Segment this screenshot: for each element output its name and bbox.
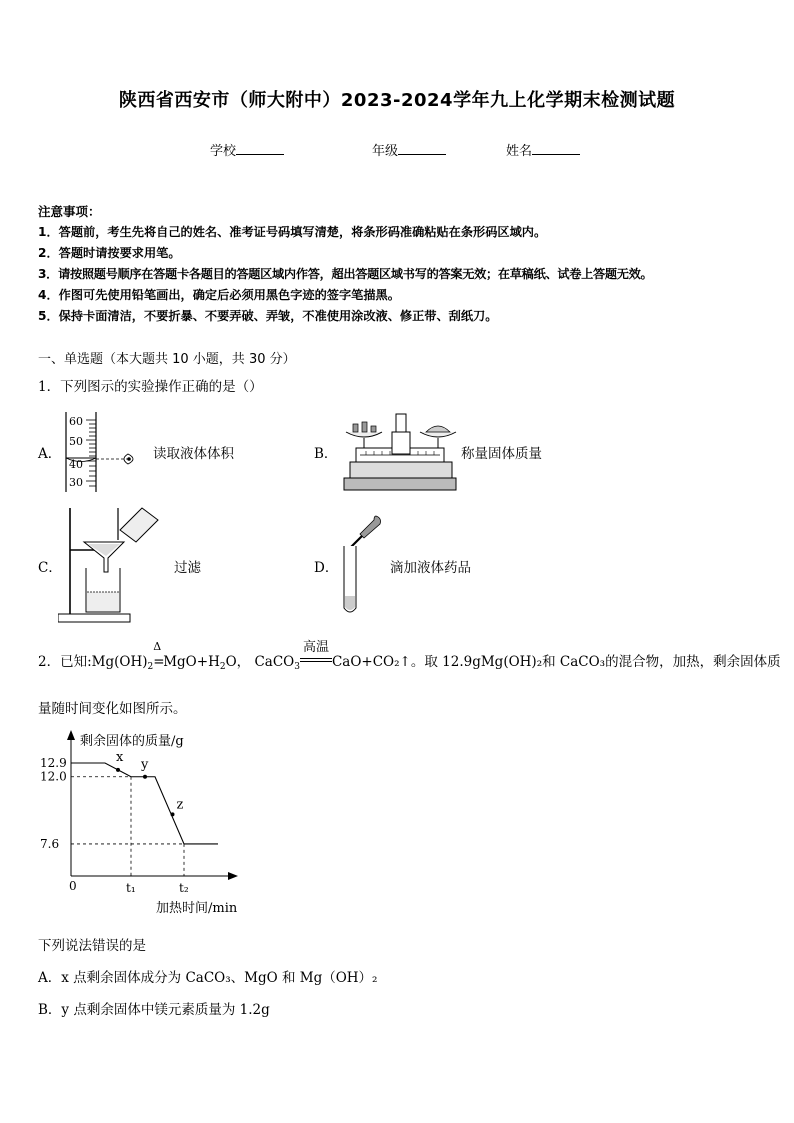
school-label: 学校 bbox=[210, 144, 237, 159]
point-marker-x bbox=[116, 768, 120, 772]
x-axis-label: 加热时间/min bbox=[156, 901, 238, 916]
grade-blank[interactable] bbox=[398, 142, 446, 155]
point-marker-z bbox=[171, 812, 175, 816]
reaction-1: $Mg(OH)_2$ Δ $=MgO+H_2O$， bbox=[91, 640, 251, 672]
notes-heading: 注意事项： bbox=[38, 204, 101, 219]
note-item: 3．请按照题号顺序在答题卡各题目的答题区域内作答，超出答题区域书写的答案无效；在草稿纸、试卷上答题无效。 bbox=[38, 267, 653, 281]
q2-option-a[interactable]: A．x 点剩余固体成分为 CaCO₃、MgO 和 Mg（OH）₂ bbox=[38, 970, 378, 986]
q1-option-c-caption: 过滤 bbox=[174, 560, 201, 576]
point-label-z: z bbox=[176, 797, 184, 813]
grade-label: 年级 bbox=[372, 144, 399, 159]
school-blank[interactable] bbox=[236, 142, 284, 155]
graduated-cylinder-illustration bbox=[58, 410, 153, 495]
x-tick-label: t₂ bbox=[179, 881, 189, 895]
note-item: 5．保持卡面清洁，不要折暴、不要弄破、弄皱，不准使用涂改液、修正带、刮纸刀。 bbox=[38, 309, 498, 323]
q1-stem: 1．下列图示的实验操作正确的是（） bbox=[38, 379, 263, 395]
q2-stem-line2: 量随时间变化如图所示。 bbox=[38, 701, 187, 717]
cylinder-scale-60: 60 bbox=[69, 415, 83, 428]
q1-option-a-caption: 读取液体体积 bbox=[153, 446, 234, 462]
cylinder-scale-30: 30 bbox=[69, 476, 83, 489]
name-label: 姓名 bbox=[506, 144, 533, 159]
balance-scale-illustration bbox=[342, 410, 458, 494]
x-tick-label: t₁ bbox=[126, 881, 136, 895]
filtration-illustration bbox=[58, 500, 168, 624]
grade-field[interactable] bbox=[372, 140, 446, 159]
note-item: 1．答题前，考生先将自己的姓名、准考证号码填写清楚，将条形码准确粘贴在条形码区域内。 bbox=[38, 225, 547, 239]
q1-option-a-letter: A． bbox=[38, 446, 62, 462]
q2-stem bbox=[38, 640, 781, 672]
q1-option-d-caption: 滴加液体药品 bbox=[390, 560, 471, 576]
dropper-illustration bbox=[336, 512, 386, 616]
y-tick-label: 12.9 bbox=[40, 756, 67, 770]
q2-question: 下列说法错误的是 bbox=[38, 938, 146, 954]
x-axis-arrow bbox=[228, 872, 238, 880]
y-axis-label: 剩余固体的质量/g bbox=[80, 734, 184, 749]
point-label-x: x bbox=[116, 749, 124, 765]
reaction-2: CaCO$_3$ 高温 CaO+CO₂↑。 bbox=[254, 640, 425, 672]
cylinder-scale-40: 40 bbox=[69, 458, 83, 471]
point-label-y: y bbox=[141, 757, 149, 773]
q1-option-b-letter: B． bbox=[314, 446, 338, 462]
q2-stem-rest: 取 12.9gMg(OH)₂和 CaCO₃的混合物，加热，剩余固体质 bbox=[424, 654, 781, 670]
y-tick-label: 12.0 bbox=[40, 769, 67, 784]
school-field[interactable] bbox=[210, 140, 284, 159]
note-item: 4．作图可先使用铅笔画出，确定后必须用黑色字迹的签字笔描黑。 bbox=[38, 288, 400, 302]
q2-option-b[interactable]: B．y 点剩余固体中镁元素质量为 1.2g bbox=[38, 1002, 270, 1018]
name-blank[interactable] bbox=[532, 142, 580, 155]
q1-option-c-letter: C． bbox=[38, 560, 62, 576]
heat-condition: Δ = bbox=[153, 640, 165, 670]
section-heading: 一、单选题（本大题共 10 小题，共 30 分） bbox=[38, 352, 296, 367]
page-title: 陕西省西安市（师大附中）2023-2024学年九上化学期末检测试题 bbox=[118, 90, 676, 111]
origin-label: 0 bbox=[69, 879, 77, 893]
point-marker-y bbox=[143, 775, 147, 779]
mass-time-chart bbox=[38, 726, 258, 918]
y-tick-label: 7.6 bbox=[40, 836, 60, 851]
note-item: 2．答题时请按要求用笔。 bbox=[38, 246, 181, 260]
q1-option-b-caption: 称量固体质量 bbox=[461, 446, 542, 462]
q2-prefix: 2．已知: bbox=[38, 654, 92, 670]
y-axis-arrow bbox=[67, 730, 75, 740]
cylinder-scale-50: 50 bbox=[69, 435, 83, 448]
q1-option-d-letter: D． bbox=[314, 560, 339, 576]
high-temp-condition: 高温 bbox=[300, 654, 332, 670]
name-field[interactable] bbox=[506, 140, 580, 159]
